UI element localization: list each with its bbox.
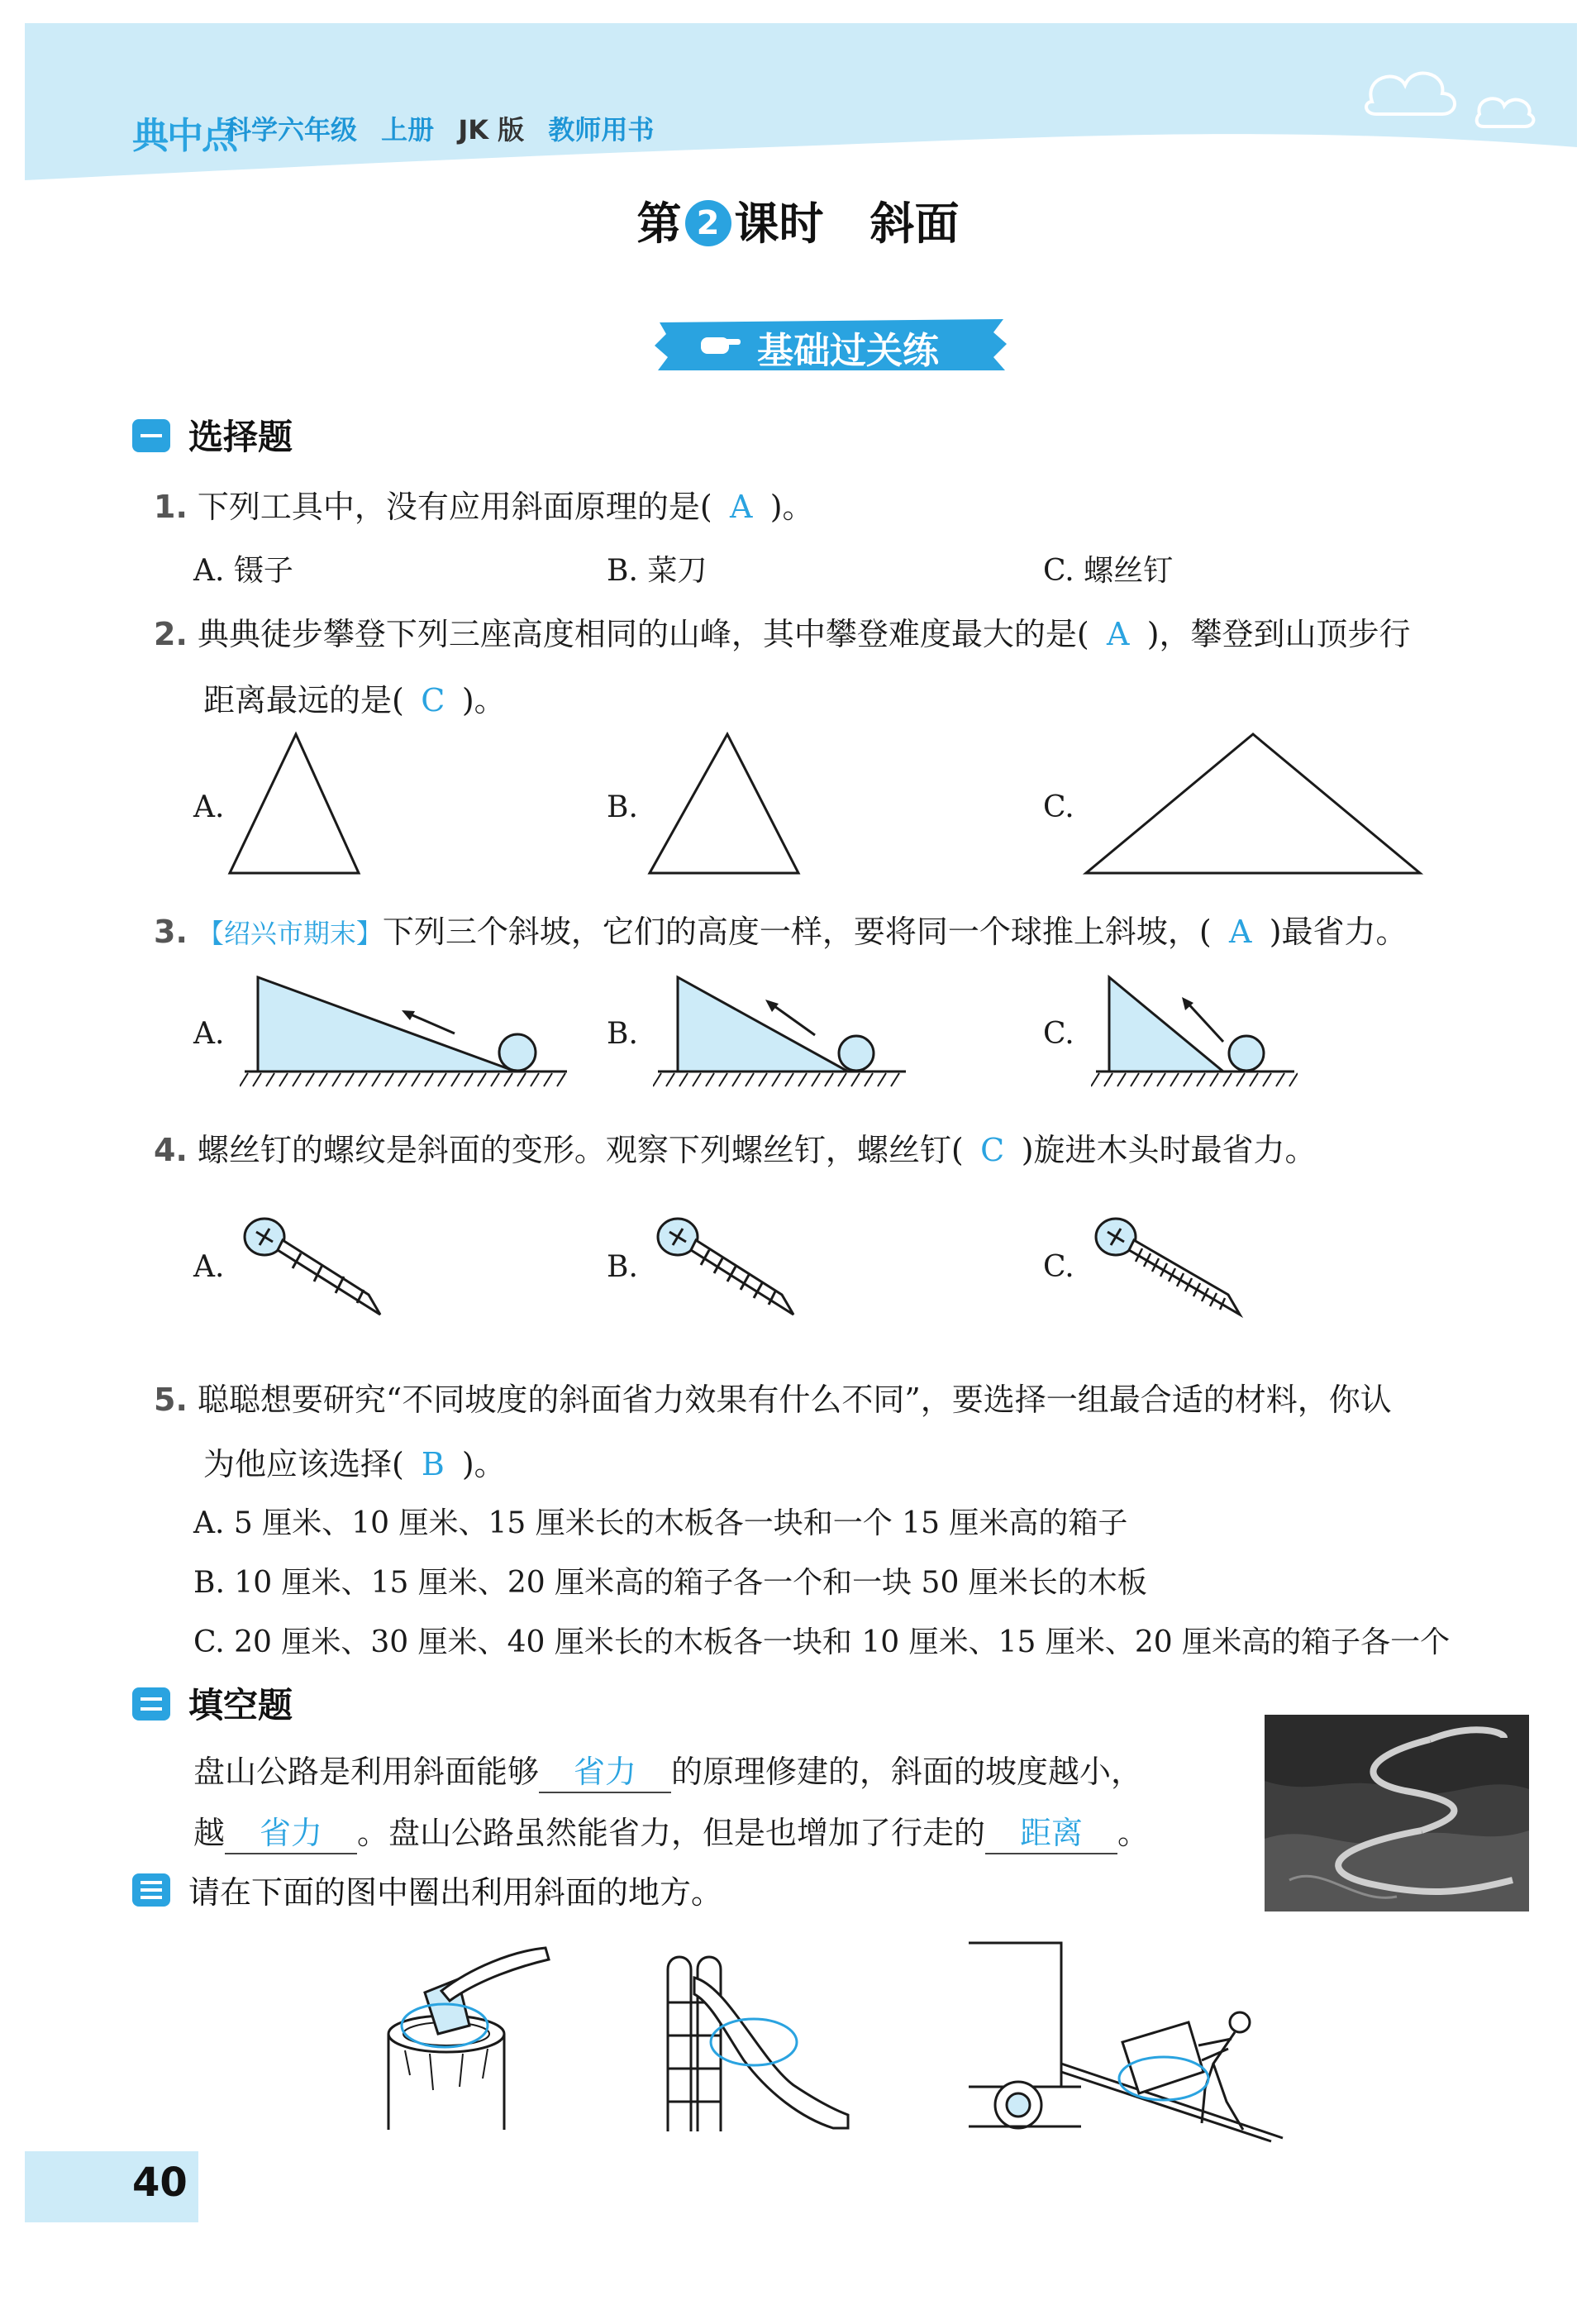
slope-steep — [1091, 972, 1298, 1096]
question-5 — [154, 1374, 1392, 1420]
triangle-gentle — [1079, 731, 1427, 876]
slope-medium — [653, 972, 909, 1096]
fill-text: 越 — [193, 1815, 226, 1851]
truck-ramp-illustration — [965, 1940, 1296, 2146]
question-text: 为他应该选择( — [203, 1446, 404, 1482]
q5-option-c: C. 20 厘米、30 厘米、40 厘米长的木板各一块和 10 厘米、15 厘米、20 厘米高的箱子各一个 — [193, 1625, 1451, 1659]
answer-text: C — [980, 1132, 1005, 1168]
source-tag: 【绍兴市期末】 — [197, 918, 383, 949]
question-number: 2. — [154, 616, 188, 652]
screw-coarse-icon — [240, 1212, 388, 1320]
fill-blank-2: 省力 — [225, 1807, 357, 1854]
question-number: 4. — [154, 1132, 188, 1168]
book-type-label: 教师用书 — [548, 114, 655, 146]
answer-text: A — [1106, 616, 1130, 652]
question-4 — [154, 1124, 1317, 1170]
question-text: 下列三个斜坡，它们的高度一样，要将同一个球推上斜坡，( — [382, 914, 1212, 950]
answer-text: B — [421, 1446, 445, 1482]
slide-illustration — [661, 1945, 860, 2135]
question-text: 下列工具中，没有应用斜面原理的是( — [197, 489, 712, 525]
fill-text: 。盘山公路虽然能省力，但是也增加了行走的 — [357, 1815, 986, 1851]
question-text: 典典徒步攀登下列三座高度相同的山峰，其中攀登难度最大的是( — [197, 616, 1089, 652]
q5-option-a: A. 5 厘米、10 厘米、15 厘米长的木板各一块和一个 15 厘米高的箱子 — [193, 1506, 1128, 1540]
fill-line-2 — [193, 1807, 1149, 1854]
fill-text: 的原理修建的，斜面的坡度越小， — [671, 1754, 1143, 1790]
q4-option-b: B. — [607, 1250, 638, 1284]
question-2 — [154, 609, 1411, 654]
section-two-badge — [132, 1687, 170, 1721]
question-1 — [154, 481, 814, 527]
triangle-medium — [641, 731, 807, 876]
volume-label: 上册 — [381, 114, 435, 146]
q2-option-b: B. — [607, 790, 638, 824]
question-end: )。 — [769, 489, 814, 525]
section-fill-heading — [132, 1678, 293, 1728]
header-band — [25, 23, 1577, 189]
q1-option-a: A. 镊子 — [193, 554, 293, 588]
q1-option-b: B. 菜刀 — [607, 554, 707, 588]
q3-option-b: B. — [607, 1017, 638, 1051]
lesson-number: 2 — [685, 200, 731, 246]
section-one-badge — [132, 419, 170, 452]
fill-text: 。 — [1117, 1815, 1150, 1851]
fill-text: 盘山公路是利用斜面能够 — [193, 1754, 540, 1790]
q3-option-c: C. — [1043, 1017, 1074, 1051]
section-choice-heading — [132, 410, 293, 460]
question-number: 1. — [154, 489, 188, 525]
question-3 — [154, 906, 1408, 952]
lesson-prefix: 第 — [636, 198, 682, 250]
triangle-steep — [223, 731, 372, 876]
section-choice-title: 选择题 — [188, 417, 293, 457]
brand-logo: 典中点 — [132, 115, 236, 157]
question-text-cont: )，攀登到山顶步行 — [1146, 616, 1411, 652]
question-number: 3. — [154, 914, 188, 950]
section-circle-title: 请在下面的图中圈出利用斜面的地方。 — [188, 1874, 723, 1911]
q1-option-c: C. 螺丝钉 — [1043, 554, 1174, 588]
fill-blank-1: 省力 — [539, 1746, 671, 1793]
lesson-suffix: 课时 — [734, 198, 824, 250]
question-end: )。 — [461, 682, 506, 718]
screw-medium-icon — [653, 1212, 802, 1320]
fill-line-1 — [193, 1746, 1142, 1793]
answer-text: C — [421, 682, 445, 718]
subject-label: 科学六年级 — [225, 114, 358, 146]
question-text: 距离最远的是( — [203, 682, 404, 718]
mountain-road-photo — [1265, 1715, 1529, 1911]
section-circle-heading — [132, 1867, 722, 1912]
book-info — [225, 109, 669, 147]
question-5-line2 — [203, 1439, 506, 1484]
q4-option-a: A. — [193, 1250, 225, 1284]
section-fill-title: 填空题 — [188, 1685, 293, 1725]
answer-text: A — [1229, 914, 1252, 950]
question-end: )。 — [461, 1446, 506, 1482]
question-end: )旋进木头时最省力。 — [1021, 1132, 1317, 1168]
q2-option-c: C. — [1043, 790, 1074, 824]
q2-option-a: A. — [193, 790, 225, 824]
page-number: 40 — [132, 2160, 188, 2206]
lesson-topic: 斜面 — [869, 198, 960, 250]
fill-blank-3: 距离 — [985, 1807, 1117, 1854]
answer-text: A — [729, 489, 753, 525]
q3-option-a: A. — [193, 1017, 225, 1051]
screw-fine-icon — [1091, 1212, 1248, 1320]
question-text: 聪聪想要研究“不同坡度的斜面省力效果有什么不同”，要选择一组最合适的材料，你认 — [197, 1382, 1392, 1418]
question-2-line2 — [203, 675, 506, 720]
slope-gentle — [240, 972, 570, 1096]
q5-option-b: B. 10 厘米、15 厘米、20 厘米高的箱子各一个和一块 50 厘米长的木板 — [193, 1566, 1147, 1600]
question-end: )最省力。 — [1269, 914, 1408, 950]
q4-option-c: C. — [1043, 1250, 1074, 1284]
question-text: 螺丝钉的螺纹是斜面的变形。观察下列螺丝钉，螺丝钉( — [197, 1132, 964, 1168]
axe-stump-illustration — [372, 1943, 562, 2133]
edition-label: JK 版 — [458, 114, 525, 146]
section-banner-label: 基础过关练 — [757, 330, 939, 372]
question-number: 5. — [154, 1382, 188, 1418]
lesson-title — [0, 189, 1596, 252]
section-three-badge — [132, 1873, 170, 1907]
